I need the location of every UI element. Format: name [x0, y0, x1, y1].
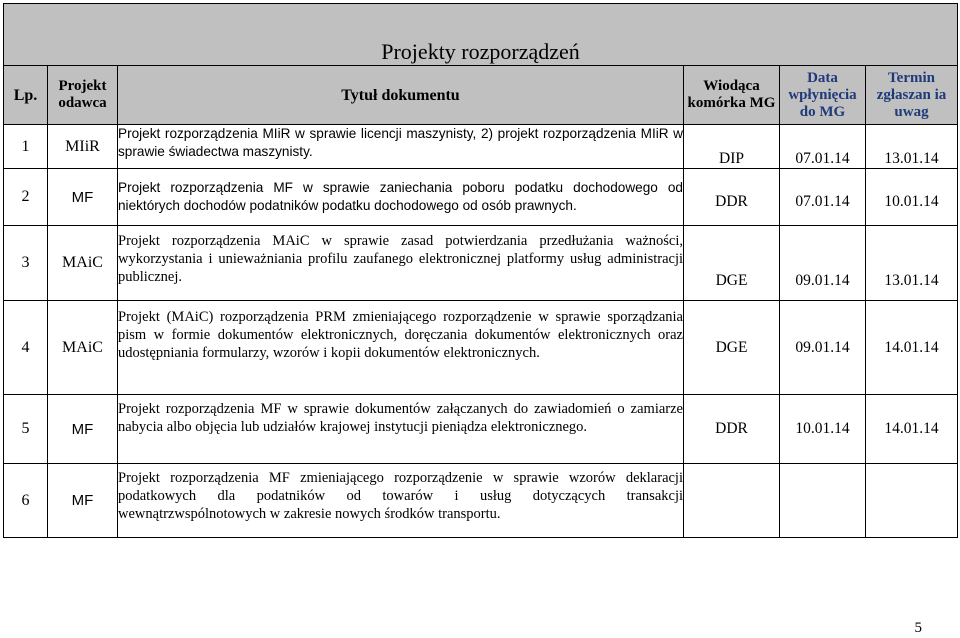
- row-institution: MIiR: [48, 125, 118, 169]
- row-unit: DDR: [684, 395, 780, 464]
- row-unit: DIP: [684, 125, 780, 169]
- row-institution: MF: [48, 169, 118, 226]
- row-lp: 3: [4, 226, 48, 301]
- header-deadline: Termin zgłaszan ia uwag: [866, 66, 958, 125]
- header-received: Data wpłynięcia do MG: [780, 66, 866, 125]
- row-received: 07.01.14: [780, 169, 866, 226]
- table-row: [4, 169, 958, 226]
- row-received: [780, 464, 866, 538]
- row-title: Projekt rozporządzenia MF w sprawie dokumentów załączanych do zawiadomień o zamiarze nabycia albo objęcia lub udziałów krajowej instytucji pieniądza elektronicznego.: [118, 395, 684, 464]
- documents-table: [3, 3, 958, 538]
- row-deadline: 13.01.14: [866, 125, 958, 169]
- row-institution: MAiC: [48, 226, 118, 301]
- row-title: Projekt rozporządzenia MF zmieniającego rozporządzenie w sprawie wzorów deklaracji podatkowych dla podatników od towarów i usług dotyczących transakcji wewnątrzwspólnotowych w zakresie nowych środków transportu.: [118, 464, 684, 538]
- row-institution: MF: [48, 464, 118, 538]
- row-lp: 4: [4, 301, 48, 395]
- document-title: Projekty rozporządzeń: [4, 4, 958, 66]
- page-number: 5: [914, 620, 922, 636]
- table-row: [4, 301, 958, 395]
- row-received: 10.01.14: [780, 395, 866, 464]
- header-institution: Projekt odawca: [48, 66, 118, 125]
- row-deadline: 13.01.14: [866, 226, 958, 301]
- row-institution: MF: [48, 395, 118, 464]
- row-received: 09.01.14: [780, 226, 866, 301]
- row-deadline: [866, 464, 958, 538]
- row-deadline: 14.01.14: [866, 301, 958, 395]
- row-lp: 1: [4, 125, 48, 169]
- row-received: 07.01.14: [780, 125, 866, 169]
- table-row: [4, 125, 958, 169]
- row-title: Projekt rozporządzenia MIiR w sprawie licencji maszynisty, 2) projekt rozporządzenia MIiR w sprawie świadectwa maszynisty.: [118, 125, 684, 169]
- row-received: 09.01.14: [780, 301, 866, 395]
- row-unit: DGE: [684, 301, 780, 395]
- row-lp: 5: [4, 395, 48, 464]
- row-unit: DGE: [684, 226, 780, 301]
- row-deadline: 14.01.14: [866, 395, 958, 464]
- row-title: Projekt rozporządzenia MAiC w sprawie zasad potwierdzania przedłużania ważności, wykorzystania i unieważniania profilu zaufanego elektronicznej platformy usług administracji publicznej.: [118, 226, 684, 301]
- title-row: [4, 4, 958, 66]
- header-leading-unit: Wiodąca komórka MG: [684, 66, 780, 125]
- table-row: [4, 464, 958, 538]
- header-title: Tytuł dokumentu: [118, 66, 684, 125]
- row-lp: 2: [4, 169, 48, 226]
- table-row: [4, 395, 958, 464]
- row-unit: DDR: [684, 169, 780, 226]
- row-title: Projekt (MAiC) rozporządzenia PRM zmieniającego rozporządzenie w sprawie sporządzania pism w formie dokumentów elektronicznych, doręczania dokumentów elektronicznych oraz udostępniania formularzy, wzorów i kopii dokumentów elektronicznych.: [118, 301, 684, 395]
- table-row: [4, 226, 958, 301]
- header-row: [4, 66, 958, 125]
- header-lp: Lp.: [4, 66, 48, 125]
- row-title: Projekt rozporządzenia MF w sprawie zaniechania poboru podatku dochodowego od niektórych dochodów podatników podatku dochodowego od osób prawnych.: [118, 169, 684, 226]
- row-deadline: 10.01.14: [866, 169, 958, 226]
- row-lp: 6: [4, 464, 48, 538]
- row-institution: MAiC: [48, 301, 118, 395]
- row-unit: [684, 464, 780, 538]
